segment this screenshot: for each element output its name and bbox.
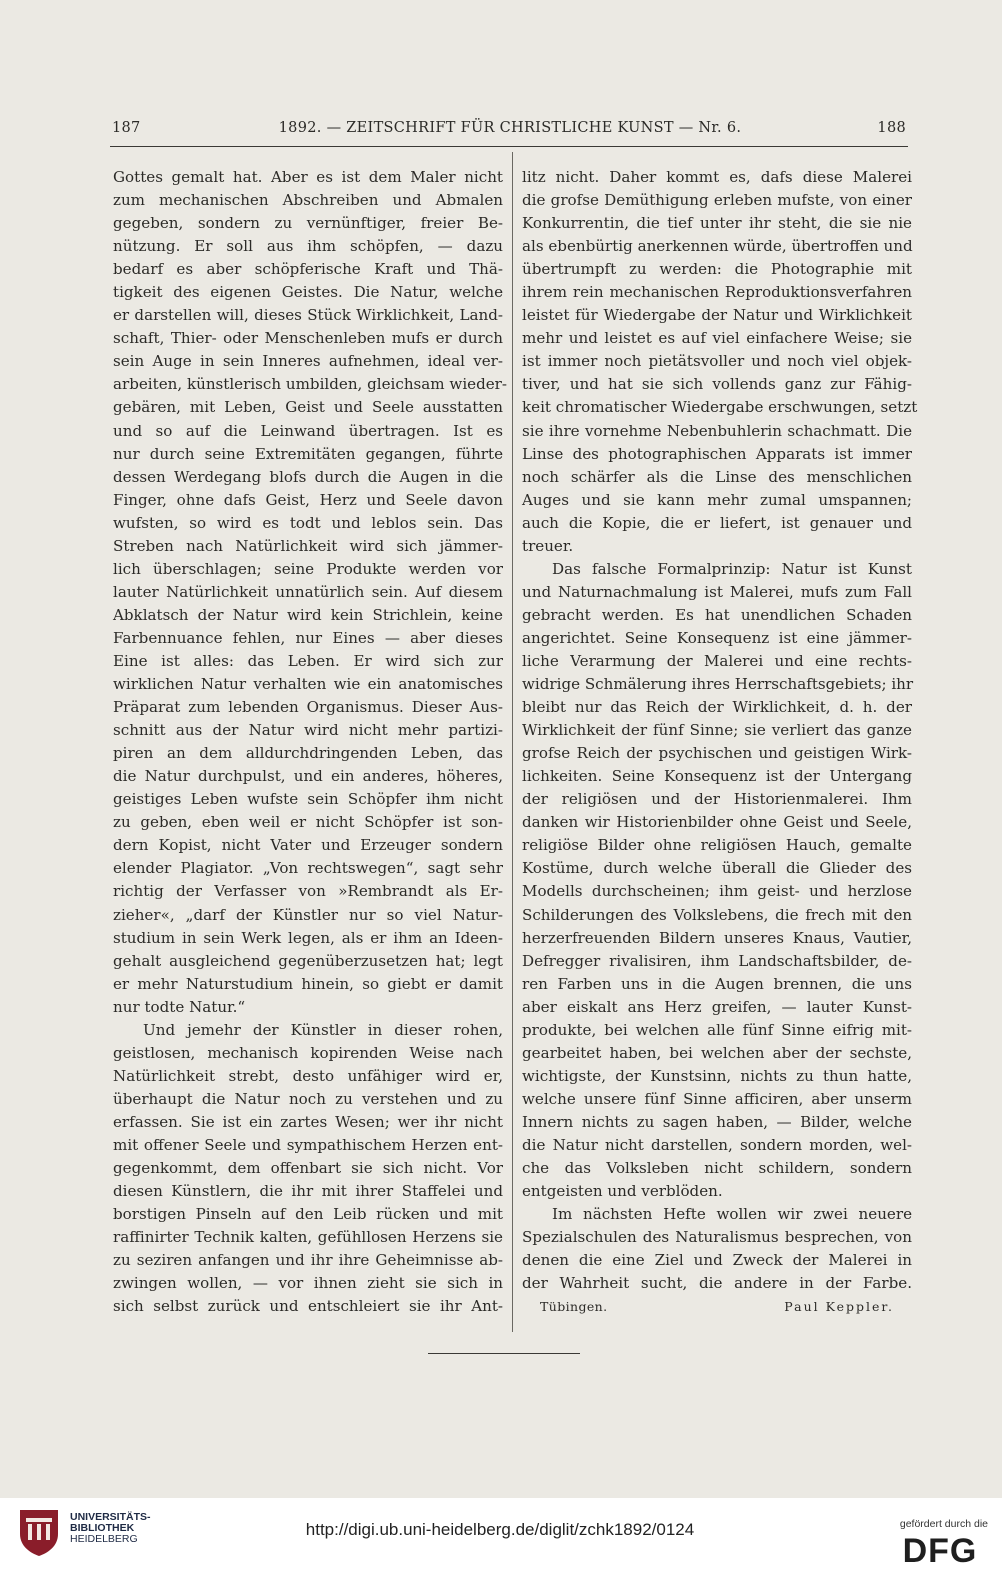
text-line: lauter Natürlichkeit unnatürlich sein. Auf diesem [113, 582, 503, 601]
text-line: arbeiten, künstlerisch umbilden, gleichsam wieder- [113, 375, 507, 394]
text-line: wirklichen Natur verhalten wie ein anatomisches [113, 675, 503, 694]
text-line: aber eiskalt ans Herz greifen, — lauter Kunst- [522, 997, 912, 1016]
text-line: er darstellen will, dieses Stück Wirklichkeit, Land- [113, 306, 503, 325]
text-line: leistet für Wiedergabe der Natur und Wirklichkeit [522, 306, 912, 325]
text-line: Natürlichkeit strebt, desto unfähiger wird er, [113, 1066, 503, 1085]
text-line: liche Verarmung der Malerei und eine rechts- [522, 651, 912, 670]
text-line: keit chromatischer Wiedergabe erschwungen, setzt [522, 398, 918, 417]
text-line: zu geben, eben weil er nicht Schöpfer ist son- [113, 813, 503, 832]
header-rule [110, 146, 908, 147]
text-line: sein Auge in sein Inneres aufnehmen, ideal ver- [113, 352, 503, 371]
text-line: zum mechanischen Abschreiben und Abmalen [113, 191, 503, 210]
text-line: produkte, bei welchen alle fünf Sinne eifrig mit- [522, 1020, 912, 1039]
signature-place: Tübingen. [540, 1299, 608, 1315]
text-line: Wirklichkeit der fünf Sinne; sie verliert das ganze [522, 721, 912, 740]
text-line: Kostüme, durch welche überall die Glieder des [522, 859, 912, 878]
running-header [110, 120, 910, 144]
journal-title: 1892. — ZEITSCHRIFT FÜR CHRISTLICHE KUNST — Nr. 6. [278, 120, 742, 136]
text-line: erfassen. Sie ist ein zartes Wesen; wer ihr nicht [113, 1112, 503, 1131]
text-line: litz nicht. Daher kommt es, dafs diese Malerei [522, 168, 912, 186]
text-line: ihrem rein mechanischen Reproduktionsverfahren [522, 283, 912, 302]
text-line: treuer. [522, 536, 574, 555]
text-line: Farbennuance fehlen, nur Eines — aber dieses [113, 628, 503, 647]
end-rule [428, 1353, 580, 1354]
text-line: grofse Reich der psychischen und geistigen Wirk- [522, 744, 912, 763]
text-line: wichtigste, der Kunstsinn, nichts zu thun hatte, [522, 1066, 912, 1085]
text-line: Linse des photographischen Apparats ist immer [522, 444, 912, 463]
text-line: herzerfreuenden Bildern unseres Knaus, Vautier, [522, 928, 912, 947]
text-line: mehr und leistet es auf viel einfachere Weise; sie [522, 329, 912, 348]
text-line: elender Plagiator. „Von rechtswegen“, sagt sehr [113, 859, 503, 878]
page-number-left: 187 [112, 120, 141, 136]
text-line: die grofse Demüthigung erleben mufste, von einer [522, 191, 912, 210]
text-line: geistlosen, mechanisch kopirenden Weise nach [113, 1043, 503, 1062]
text-line: Defregger rivalisiren, ihm Landschaftsbilder, de- [522, 951, 912, 970]
library-line: BIBLIOTHEK [70, 1522, 135, 1534]
text-line: bedarf es aber schöpferische Kraft und Thä- [113, 260, 503, 279]
text-line: gebracht werden. Es hat unendlichen Schaden [522, 605, 912, 624]
permalink-url[interactable]: http://digi.ub.uni-heidelberg.de/diglit/zchk1892/0124 [305, 1520, 695, 1539]
dfg-logo [892, 1532, 988, 1566]
page-number-right: 188 [877, 120, 906, 136]
text-line: auch die Kopie, die er liefert, ist genauer und [522, 513, 912, 532]
text-line: dessen Werdegang blofs durch die Augen in die [113, 467, 503, 486]
text-line: richtig der Verfasser von »Rembrandt als Er- [113, 882, 503, 901]
library-line: HEIDELBERG [70, 1533, 138, 1545]
text-line: Und jemehr der Künstler in dieser rohen, [143, 1020, 503, 1039]
text-line: lich überschlagen; seine Produkte werden vor [113, 559, 503, 578]
text-line: geistiges Leben wufste sein Schöpfer ihm nicht [113, 790, 503, 809]
column-divider [512, 152, 513, 1332]
text-line: und Naturnachmalung ist Malerei, mufs zum Fall [522, 582, 912, 601]
signature-author: Paul Keppler. [784, 1299, 894, 1315]
text-line: welche unsere fünf Sinne afficiren, aber unserm [522, 1089, 912, 1108]
text-line: borstigen Pinseln auf den Leib rücken und mit [113, 1205, 503, 1224]
text-line: der religiösen und der Historienmalerei. Ihm [522, 790, 912, 809]
text-line: Modells durchscheinen; ihm geist- und herzlose [522, 882, 912, 901]
left-column [113, 166, 507, 1318]
text-line: Abklatsch der Natur wird kein Strichlein, keine [113, 605, 503, 624]
text-line: Innern nichts zu sagen haben, — Bilder, welche [522, 1112, 912, 1131]
text-line: widrige Schmälerung ihres Herrschaftsgebiets; ihr [522, 675, 914, 694]
text-line: Streben nach Natürlichkeit wird sich jämmer- [113, 536, 503, 555]
text-line: nützung. Er soll aus ihm schöpfen, — dazu [113, 237, 503, 256]
text-line: Auges und sie kann mehr zumal umspannen; [522, 490, 912, 509]
text-line: gegeben, sondern zu vernünftiger, freier Be- [113, 214, 503, 233]
text-line: gegenkommt, dem offenbart sie sich nicht. Vor [113, 1159, 503, 1178]
university-library-name [70, 1512, 151, 1545]
text-line: der Wahrheit sucht, die andere in der Farbe. [522, 1274, 912, 1293]
text-line: übertrumpft zu werden: die Photographie mit [522, 260, 912, 279]
text-line: sich selbst zurück und entschleiert sie ihr Ant- [113, 1297, 503, 1316]
text-line: als ebenbürtig anerkennen würde, übertroffen und [522, 237, 913, 256]
text-line: ist immer noch pietätsvoller und noch viel objek- [522, 352, 912, 371]
footer-bar [0, 1498, 1002, 1572]
text-line: Das falsche Formalprinzip: Natur ist Kunst [552, 559, 912, 578]
text-line: angerichtet. Seine Konsequenz ist eine jämmer- [522, 628, 912, 647]
text-line: studium in sein Werk legen, als er ihm an Ideen- [113, 928, 503, 947]
text-line: nur todte Natur.“ [113, 997, 246, 1016]
text-line: Finger, ohne dafs Geist, Herz und Seele davon [113, 490, 503, 509]
text-line: dern Kopist, nicht Vater und Erzeuger sondern [113, 836, 503, 855]
text-line: und so auf die Leinwand übertragen. Ist es [113, 421, 503, 440]
right-column [522, 166, 918, 1318]
text-line: diesen Künstlern, die ihr mit ihrer Staffelei und [113, 1182, 503, 1201]
text-line: schaft, Thier- oder Menschenleben mufs er durch [113, 329, 503, 348]
university-library-logo [16, 1506, 62, 1558]
text-line: danken wir Historienbilder ohne Geist und Seele, [522, 813, 912, 832]
text-line: sie ihre vornehme Nebenbuhlerin schachmatt. Die [522, 421, 912, 440]
text-line: Konkurrentin, die tief unter ihr steht, die sie nie [522, 214, 912, 233]
text-line: gebären, mit Leben, Geist und Seele ausstatten [113, 398, 503, 417]
text-line: Schilderungen des Volkslebens, die frech mit den [522, 905, 912, 924]
text-line: gearbeitet haben, bei welchen aber der sechste, [522, 1043, 912, 1062]
signature [522, 1295, 912, 1318]
text-line: che das Volksleben nicht schildern, sondern [522, 1159, 912, 1178]
text-line: ren Farben uns in die Augen brennen, die uns [522, 974, 912, 993]
text-line: gehalt ausgleichend gegenüberzusetzen hat; legt [113, 951, 503, 970]
text-line: denen die eine Ziel und Zweck der Malerei in [522, 1251, 912, 1270]
text-line: Präparat zum lebenden Organismus. Dieser Aus- [113, 698, 503, 717]
text-line: die Natur nicht darstellen, sondern morden, wel- [522, 1135, 912, 1154]
text-line: er mehr Naturstudium hinein, so giebt er damit [113, 974, 503, 993]
text-line: mit offener Seele und sympathischem Herzen ent- [113, 1135, 503, 1154]
text-line: Im nächsten Hefte wollen wir zwei neuere [552, 1205, 912, 1224]
text-line: schnitt aus der Natur wird nicht mehr partizi- [113, 721, 503, 740]
text-line: Eine ist alles: das Leben. Er wird sich zur [113, 651, 503, 670]
text-line: Spezialschulen des Naturalismus besprechen, von [522, 1228, 912, 1247]
text-line: wufsten, so wird es todt und leblos sein. Das [113, 513, 503, 532]
text-line: zwingen wollen, — vor ihnen zieht sie sich in [113, 1274, 503, 1293]
text-line: nur durch seine Extremitäten gegangen, führte [113, 444, 503, 463]
text-line: lichkeiten. Seine Konsequenz ist der Untergang [522, 767, 912, 786]
text-line: tigkeit des eigenen Geistes. Die Natur, welche [113, 283, 503, 302]
text-line: piren an dem alldurchdringenden Leben, das [113, 744, 503, 763]
text-line: Gottes gemalt hat. Aber es ist dem Maler nicht [113, 168, 503, 186]
dfg-logo-text: DFG [902, 1532, 978, 1566]
text-line: überhaupt die Natur noch zu verstehen und zu [113, 1089, 503, 1108]
text-line: raffinirter Technik kalten, gefühllosen Herzens sie [113, 1228, 503, 1247]
text-line: noch schärfer als die Linse des menschlichen [522, 467, 912, 486]
text-line: tiver, und hat sie sich vollends ganz zur Fähig- [522, 375, 912, 394]
text-line: bleibt nur das Reich der Wirklichkeit, d. h. der [522, 698, 912, 717]
text-line: religiöse Bilder ohne religiösen Hauch, gemalte [522, 836, 912, 855]
funding-note: gefördert durch die [899, 1518, 988, 1530]
text-line: die Natur durchpulst, und ein anderes, höheres, [113, 767, 503, 786]
text-line: entgeisten und verblöden. [522, 1182, 723, 1201]
text-line: zieher«, „darf der Künstler nur so viel Natur- [113, 905, 503, 924]
text-line: zu seziren anfangen und ihr ihre Geheimnisse ab- [113, 1251, 503, 1270]
library-line: UNIVERSITÄTS- [70, 1511, 151, 1523]
